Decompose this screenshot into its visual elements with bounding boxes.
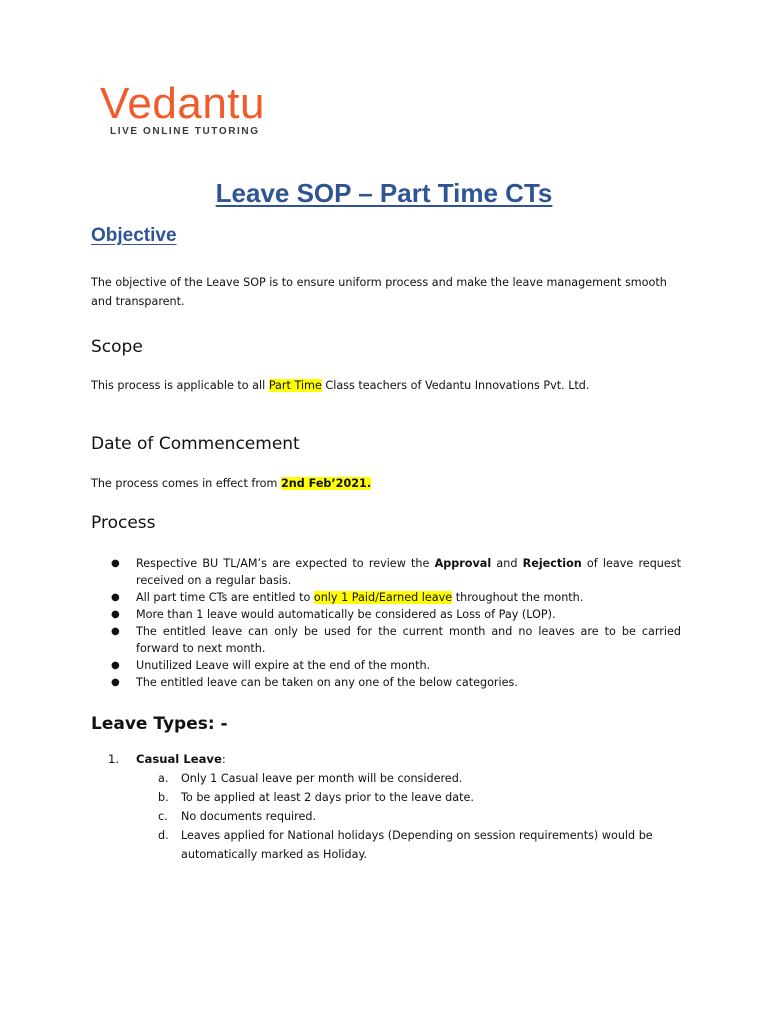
bullet-text: All part time CTs are entitled to bbox=[136, 591, 314, 604]
vedantu-logo bbox=[100, 79, 265, 140]
leave-rule-item bbox=[136, 788, 681, 807]
process-bullet bbox=[91, 657, 681, 674]
bullet-text: Unutilized Leave will expire at the end of the month. bbox=[136, 659, 431, 672]
process-bullet bbox=[91, 623, 681, 657]
process-bullet-list bbox=[91, 555, 681, 691]
objective-text: The objective of the Leave SOP is to ensure uniform process and make the leave management smooth and transparent. bbox=[91, 276, 667, 308]
bullet-text: of leave request received on a regular basis. bbox=[136, 557, 681, 587]
bullet-text: The entitled leave can be taken on any one of the below categories. bbox=[136, 676, 518, 689]
bullet-dot-icon: ● bbox=[111, 677, 120, 688]
leave-rule-item bbox=[136, 807, 681, 826]
rule-letter: d. bbox=[158, 829, 169, 842]
process-bullet bbox=[91, 589, 681, 606]
leave-type-item bbox=[91, 750, 681, 864]
scope-text-start: This process is applicable to all bbox=[91, 379, 269, 392]
objective-heading: Objective bbox=[91, 225, 177, 246]
document-title: Leave SOP – Part Time CTs bbox=[215, 178, 553, 208]
leave-types-list bbox=[91, 750, 681, 864]
leave-rule-item bbox=[136, 769, 681, 788]
bullet-text: The entitled leave can only be used for the current month and no leaves are to be carried forward to next month. bbox=[136, 625, 681, 655]
process-bullet bbox=[91, 674, 681, 691]
bullet-text: Respective BU TL/AM’s are expected to review the bbox=[136, 557, 435, 570]
scope-text-end: Class teachers of Vedantu Innovations Pvt. Ltd. bbox=[321, 379, 590, 392]
rule-text: Leaves applied for National holidays (Depending on session requirements) would be automatically marked as Holiday. bbox=[181, 829, 653, 861]
rule-letter: a. bbox=[158, 772, 169, 785]
bullet-dot-icon: ● bbox=[111, 558, 120, 569]
logo-wordmark: Vedantu bbox=[100, 79, 265, 128]
process-bullet bbox=[91, 555, 681, 589]
scope-highlight: Part Time bbox=[268, 379, 322, 392]
bullet-dot-icon: ● bbox=[111, 609, 120, 620]
bullet-bold-approval: Approval bbox=[434, 557, 492, 570]
rule-letter: b. bbox=[158, 791, 169, 804]
rule-text: Only 1 Casual leave per month will be considered. bbox=[181, 772, 463, 785]
leave-rule-item bbox=[136, 826, 681, 864]
leave-types-heading: Leave Types: - bbox=[91, 714, 228, 734]
commencement-date: 2nd Feb’2021. bbox=[281, 477, 372, 490]
bullet-dot-icon: ● bbox=[111, 592, 120, 603]
commencement-text-start: The process comes in effect from bbox=[91, 477, 281, 490]
leave-type-number: 1. bbox=[108, 752, 120, 766]
bullet-text: throughout the month. bbox=[452, 591, 584, 604]
leave-type-name: Casual Leave bbox=[136, 752, 222, 766]
bullet-dot-icon: ● bbox=[111, 626, 120, 637]
bullet-text: and bbox=[491, 557, 523, 570]
bullet-dot-icon: ● bbox=[111, 660, 120, 671]
bullet-highlight: only 1 Paid/Earned leave bbox=[313, 591, 453, 604]
bullet-text: More than 1 leave would automatically be considered as Loss of Pay (LOP). bbox=[136, 608, 556, 621]
rule-letter: c. bbox=[158, 810, 168, 823]
leave-type-suffix: : bbox=[221, 752, 226, 766]
logo-tagline: LIVE ONLINE TUTORING bbox=[110, 126, 260, 137]
process-heading: Process bbox=[91, 513, 156, 533]
scope-text bbox=[91, 376, 681, 395]
leave-type-rules bbox=[136, 769, 681, 864]
rule-text: To be applied at least 2 days prior to the leave date. bbox=[181, 791, 474, 804]
commencement-heading: Date of Commencement bbox=[91, 434, 300, 454]
commencement-text bbox=[91, 474, 681, 493]
rule-text: No documents required. bbox=[181, 810, 317, 823]
bullet-bold-rejection: Rejection bbox=[522, 557, 582, 570]
process-bullet bbox=[91, 606, 681, 623]
scope-heading: Scope bbox=[91, 337, 143, 357]
